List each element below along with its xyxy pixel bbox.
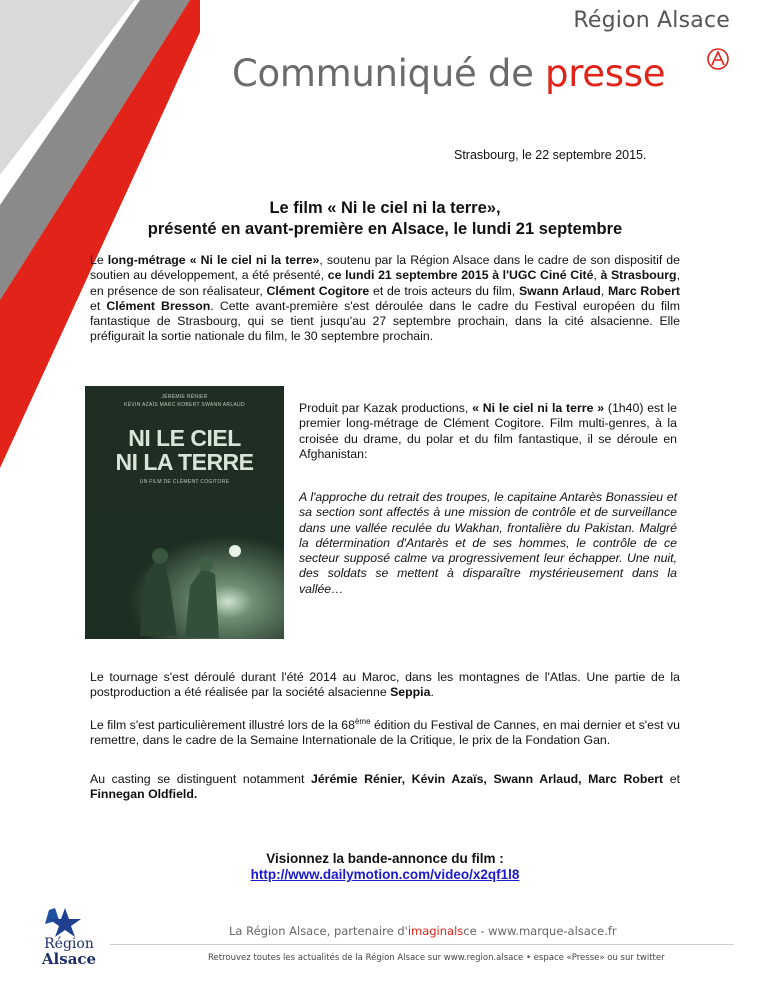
poster-actors-2: KÉVIN AZAÏS MARC ROBERT SWANN ARLAUD xyxy=(124,402,245,408)
trailer-link[interactable]: http://www.dailymotion.com/video/x2qf1l8 xyxy=(250,867,520,882)
alsace-a-icon xyxy=(705,46,731,72)
trailer-label: Visionnez la bande-annonce du film : xyxy=(266,851,504,866)
poster-title: NI LE CIEL NI LA TERRE xyxy=(115,425,254,475)
intro-paragraph: Le long-métrage « Ni le ciel ni la terre», soutenu par la Région Alsace dans le cadre de son dispositif de soutien au développement, a été présenté, ce lundi 21 septembre 2015 à l'UGC Ciné Cité, à Strasbourg, en présence de son réalisateur, Clément Cogitore et de trois acteurs du film, Swann Arlaud, Marc Robert et Clément Bresson. Cette avant-première s'est déroulée dans le cadre du Festival européen du film fantastique de Strasbourg, qui se tient jusqu'au 27 septembre prochain, dans la cité alsacienne. Elle préfigurait la sortie nationale du film, le 30 septembre prochain. xyxy=(90,253,680,344)
production-paragraph: Produit par Kazak productions, « Ni le ciel ni la terre » (1h40) est le premier long-métrage de Clément Cogitore. Film multi-genres, à la croisée du drame, du polar et du film fantastique, il se déroule en Afghanistan: xyxy=(299,401,678,461)
footer-partner: La Région Alsace, partenaire d'imaginalsce - www.marque-alsace.fr xyxy=(229,924,617,938)
trailer-callout xyxy=(90,851,680,883)
press-date: Strasbourg, le 22 septembre 2015. xyxy=(454,148,647,162)
film-poster xyxy=(85,386,284,639)
headline: Le film « Ni le ciel ni la terre», présenté en avant-première en Alsace, le lundi 21 septembre xyxy=(147,199,623,238)
shooting-paragraph: Le tournage s'est déroulé durant l'été 2014 au Maroc, dans les montagnes de l'Atlas. Une partie de la postproduction a été réalisée par la société alsacienne Seppia. xyxy=(90,670,680,700)
poster-director: UN FILM DE CLÉMENT COGITORE xyxy=(139,479,230,485)
footer-news: Retrouvez toutes les actualités de la Région Alsace sur www.region.alsace • espace «Presse» ou sur twitter xyxy=(208,953,665,963)
casting-paragraph: Au casting se distinguent notamment Jérémie Rénier, Kévin Azaïs, Swann Arlaud, Marc Robert et Finnegan Oldfield. xyxy=(90,772,680,802)
region-name: Région Alsace xyxy=(573,8,730,33)
poster-actors: JÉRÉMIE RÉNIER xyxy=(161,394,208,400)
logo-text: Région Alsace xyxy=(41,936,97,968)
footer-divider xyxy=(110,944,734,945)
synopsis-paragraph: A l'approche du retrait des troupes, le capitaine Antarès Bonassieu et sa section sont affectés à une mission de contrôle et de surveillance dans une vallée reculée du Wakhan, frontalière du Pakistan. Malgré la détermination d'Antarès et de ses hommes, le contrôle de ce secteur supposé calme va progressivement leur échapper. Une nuit, des soldats se mettent à disparaître mystérieusement dans la vallée… xyxy=(299,490,677,596)
cannes-paragraph: Le film s'est particulièrement illustré lors de la 68ème édition du Festival de Cannes, en mai dernier et s'est vu remettre, dans le cadre de la Semaine Internationale de la Critique, le prix de la Fondation Gan. xyxy=(90,717,680,748)
press-title: Communiqué de presse xyxy=(232,52,666,95)
